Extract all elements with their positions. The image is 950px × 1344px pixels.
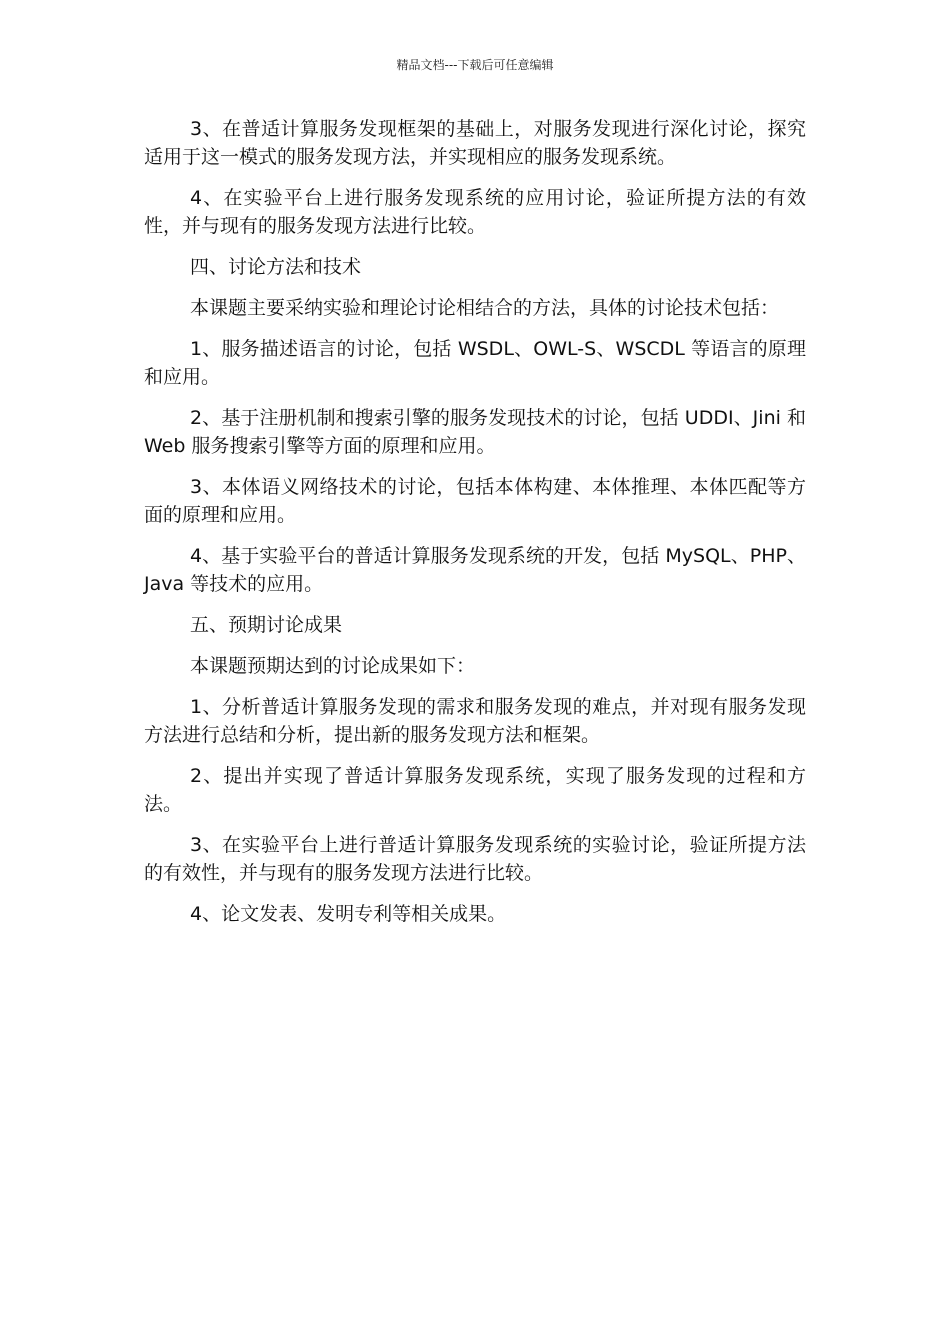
paragraph-method-2: 2、基于注册机制和搜索引擎的服务发现技术的讨论，包括 UDDI、Jini 和 Web 服务搜索引擎等方面的原理和应用。 — [144, 407, 806, 457]
paragraph-method-1: 1、服务描述语言的讨论，包括 WSDL、OWL-S、WSCDL 等语言的原理和应用。 — [144, 338, 806, 388]
paragraph-result-3: 3、在实验平台上进行普适计算服务发现系统的实验讨论，验证所提方法的有效性，并与现有的服务发现方法进行比较。 — [144, 834, 806, 884]
document-body — [144, 115, 806, 941]
paragraph-methods-intro: 本课题主要采纳实验和理论讨论相结合的方法，具体的讨论技术包括： — [190, 297, 780, 319]
section-heading-methods: 四、讨论方法和技术 — [190, 256, 362, 278]
paragraph-results-intro: 本课题预期达到的讨论成果如下： — [190, 655, 476, 677]
paragraph-method-4: 4、基于实验平台的普适计算服务发现系统的开发，包括 MySQL、PHP、Java 等技术的应用。 — [144, 545, 806, 595]
paragraph-result-1: 1、分析普适计算服务发现的需求和服务发现的难点，并对现有服务发现方法进行总结和分析，提出新的服务发现方法和框架。 — [144, 696, 806, 746]
paragraph-result-2: 2、提出并实现了普适计算服务发现系统，实现了服务发现的过程和方法。 — [144, 765, 806, 815]
section-heading-results: 五、预期讨论成果 — [190, 614, 343, 636]
paragraph-research-content-4: 4、在实验平台上进行服务发现系统的应用讨论，验证所提方法的有效性，并与现有的服务发现方法进行比较。 — [144, 187, 806, 237]
page-header: 精品文档---下载后可任意编辑 — [396, 58, 554, 72]
paragraph-research-content-3: 3、在普适计算服务发现框架的基础上，对服务发现进行深化讨论，探究适用于这一模式的服务发现方法，并实现相应的服务发现系统。 — [144, 118, 806, 168]
paragraph-method-3: 3、本体语义网络技术的讨论，包括本体构建、本体推理、本体匹配等方面的原理和应用。 — [144, 476, 806, 526]
paragraph-result-4: 4、论文发表、发明专利等相关成果。 — [190, 903, 507, 925]
